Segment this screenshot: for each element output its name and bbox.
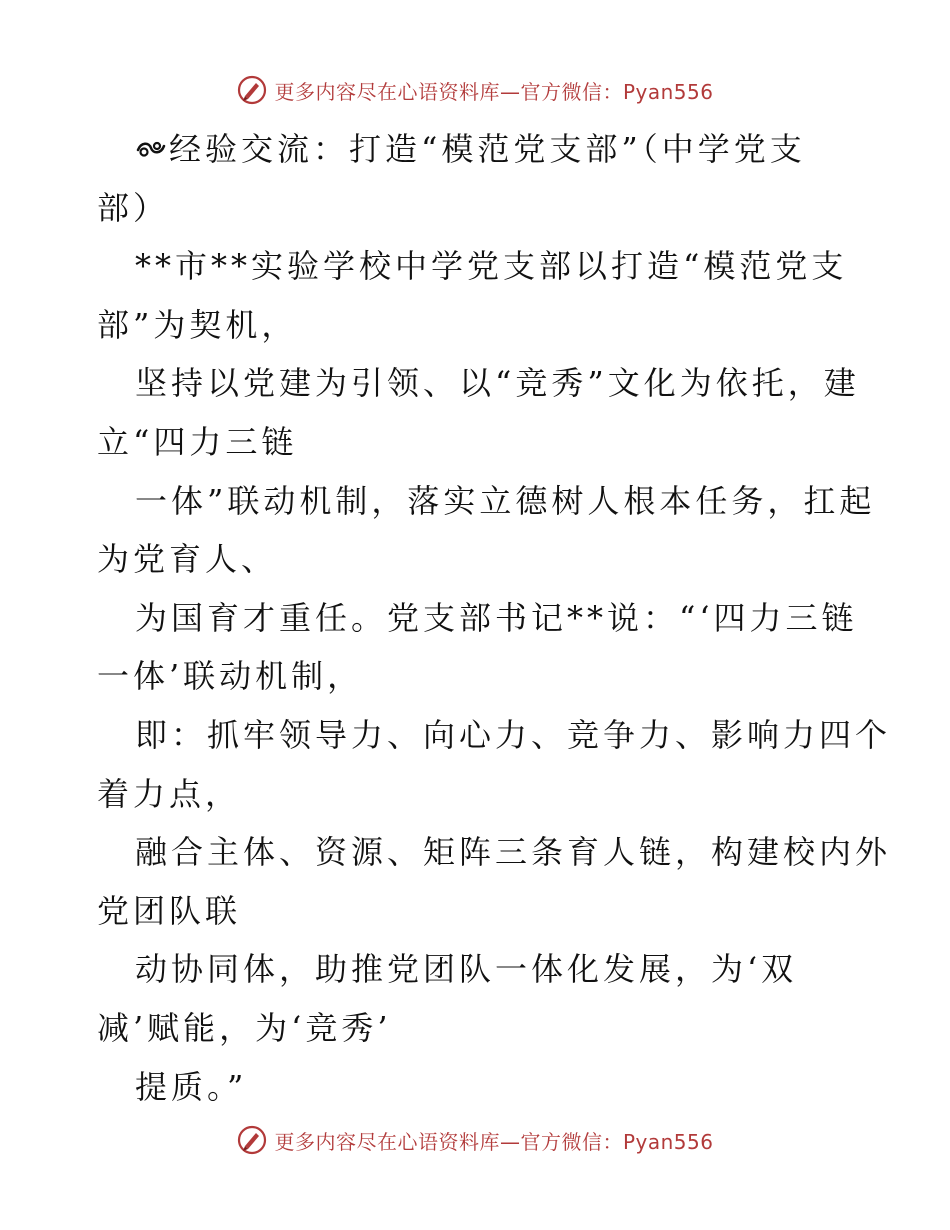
text-line: 部”为契机， [97,305,298,344]
text-line: **市**实验学校中学党支部以打造“模范党支 [135,247,848,286]
document-title-line [97,120,857,179]
text-line: 融合主体、资源、矩阵三条育人链，构建校内外 [135,833,892,872]
text-line: 立“四力三链 [97,422,298,461]
text-line: 为国育才重任。党支部书记**说：“‘四力三链 [135,598,858,637]
text-line: 部） [97,188,170,227]
text-line: 党团队联 [97,891,242,930]
text-line: 提质。” [135,1067,248,1106]
text-line: 着力点， [97,774,242,813]
watermark-text: 更多内容尽在心语资料库—官方微信：Pyan556 [274,1129,714,1154]
text-line: 一体’联动机制， [97,657,364,696]
pen-logo-icon [236,74,268,106]
footer-watermark [0,1120,950,1160]
text-line: 一体”联动机制，落实立德树人根本任务，扛起 [135,481,876,520]
text-line: 为党育人、 [97,540,278,579]
header-watermark [0,70,950,110]
pen-logo-icon [236,1124,268,1156]
text-line: 动协同体，助推党团队一体化发展，为‘双 [135,950,798,989]
flourish-icon [135,132,167,164]
text-line: 减’赋能，为‘竞秀’ [97,1008,392,1047]
document-title: 经验交流：打造“模范党支部”（中学党支 [169,130,806,168]
document-body [97,120,892,1116]
watermark-text: 更多内容尽在心语资料库—官方微信：Pyan556 [274,79,714,104]
text-line: 坚持以党建为引领、以“竞秀”文化为依托，建 [135,364,860,403]
text-line: 即：抓牢领导力、向心力、竞争力、影响力四个 [135,715,892,754]
